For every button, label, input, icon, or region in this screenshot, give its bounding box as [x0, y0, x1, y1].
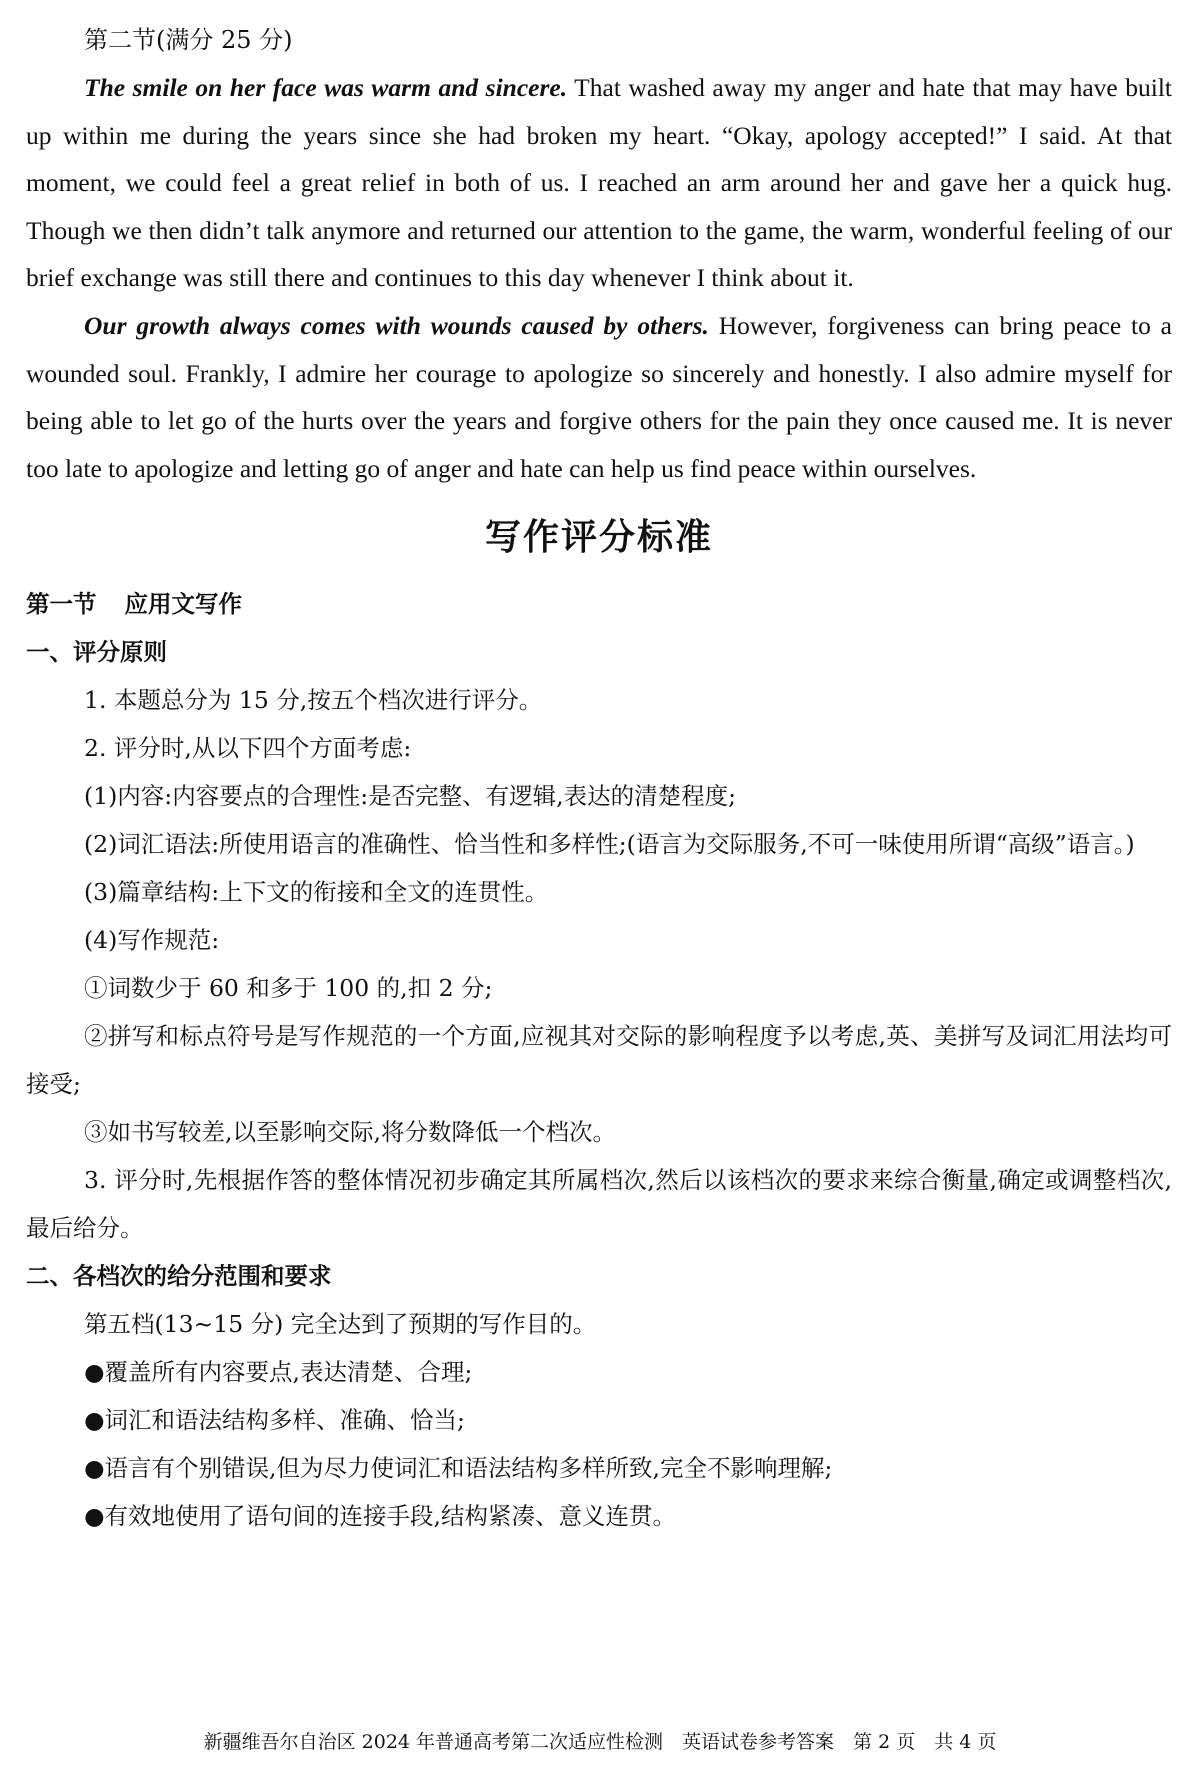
essay-paragraph-1: [26, 64, 1172, 302]
rule-2-content: (1)内容:内容要点的合理性:是否完整、有逻辑,表达的清楚程度;: [84, 782, 737, 811]
level5-item: ●语言有个别错误,但为尽力使词汇和语法结构多样所致,完全不影响理解;: [84, 1454, 833, 1483]
page-title: 写作评分标准: [484, 517, 713, 559]
rule-2-conventions: (4)写作规范:: [84, 926, 220, 955]
part1-heading: 一、评分原则: [26, 638, 167, 667]
rule-2: 2. 评分时,从以下四个方面考虑:: [84, 734, 412, 763]
rule-handwriting: ③如书写较差,以至影响交际,将分数降低一个档次。: [84, 1118, 616, 1147]
paragraph-1-lead-sentence: The smile on her face was warm and sincere.: [84, 73, 568, 102]
section1-name: 应用文写作: [124, 590, 242, 619]
essay-paragraph-2: [26, 302, 1172, 492]
section1-heading: [26, 580, 1172, 628]
paragraph-2-lead-sentence: Our growth always comes with wounds caused by others.: [84, 310, 709, 340]
level5-item: ●覆盖所有内容要点,表达清楚、合理;: [84, 1358, 473, 1387]
rule-word-count: ①词数少于 60 和多于 100 的,扣 2 分;: [84, 974, 493, 1003]
paragraph-2-text: However, forgiveness can bring peace to a wounded soul. Frankly, I admire her courage to apologize so sincerely and honestly. I also admire myself for being able to let go of the hurts over the years and forgive others for the pain they once caused me. It is never too late to apologize and letting go of anger and hate can help us find peace within ourselves.: [26, 310, 1172, 483]
section2-label: 第二节(满分 25 分): [84, 26, 293, 54]
rule-2-vocabulary: (2)词汇语法:所使用语言的准确性、恰当性和多样性;(语言为交际服务,不可一味使用所谓“高级”语言。): [84, 830, 1135, 859]
rule-3: 3. 评分时,先根据作答的整体情况初步确定其所属档次,然后以该档次的要求来综合衡量,确定或调整档次,最后给分。: [26, 1166, 1172, 1243]
part2-heading: 二、各档次的给分范围和要求: [26, 1262, 332, 1291]
section1-label: 第一节: [26, 590, 97, 619]
rule-spelling: ②拼写和标点符号是写作规范的一个方面,应视其对交际的影响程度予以考虑,英、美拼写及词汇用法均可接受;: [26, 1022, 1172, 1099]
level5-item: ●有效地使用了语句间的连接手段,结构紧凑、意义连贯。: [84, 1502, 676, 1531]
rule-1: 1. 本题总分为 15 分,按五个档次进行评分。: [84, 686, 543, 715]
page-content: [26, 16, 1172, 1540]
page-footer: 新疆维吾尔自治区 2024 年普通高考第二次适应性检测 英语试卷参考答案 第 2 页 共 4 页: [203, 1731, 997, 1753]
level5-item: ●词汇和语法结构多样、准确、恰当;: [84, 1406, 465, 1435]
rule-2-structure: (3)篇章结构:上下文的衔接和全文的连贯性。: [84, 878, 549, 907]
paragraph-1-text: That washed away my anger and hate that may have built up within me during the years since she had broken my heart. “Okay, apology accepted!” I said. At that moment, we could feel a great relief in both of us. I reached an arm around her and gave her a quick hug. Though we then didn’t talk anymore and returned our attention to the game, the warm, wonderful feeling of our brief exchange was still there and continues to this day whenever I think about it.: [26, 73, 1172, 293]
level5-title: 第五档(13~15 分) 完全达到了预期的写作目的。: [84, 1310, 597, 1339]
